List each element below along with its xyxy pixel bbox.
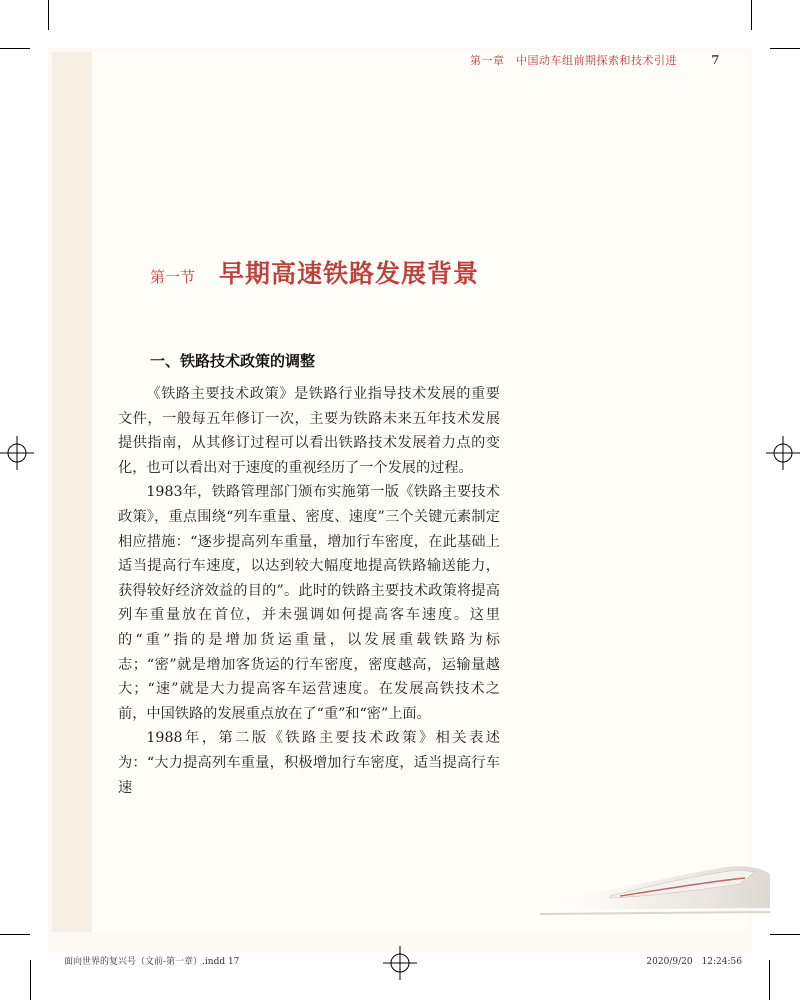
crop-mark [48,0,49,30]
train-illustration-icon [540,838,770,928]
crop-mark [770,48,800,49]
body-text [118,382,500,800]
section-title: 早期高速铁路发展背景 [219,259,480,288]
footer-slug-right: 2020/9/20 12:24:56 [646,957,742,967]
paragraph: 1983年，铁路管理部门颁布实施第一版《铁路主要技术政策》，重点围绕“列车重量、密度、速度”三个关键元素制定相应措施：“逐步提高列车重量，增加行车密度，在此基础上适当提高行车速度，以达到较大幅度地提高铁路输送能力，获得较好经济效益的目的”。此时的铁路主要技术政策将提高列车重量放在首位，并未强调如何提高客车速度。这里的“重”指的是增加货运重量，以发展重载铁路为标志；“密”就是增加客货运的行车密度，密度越高，运输量越大；“速”就是大力提高客车运营速度。在发展高铁技术之前，中国铁路的发展重点放在了“重”和“密”上面。 [118,484,500,722]
section-label: 第一节 [150,268,196,286]
registration-mark-icon [766,436,800,470]
crop-mark [30,960,31,1000]
crop-mark [751,0,752,30]
running-title: 第一章 中国动车组前期探索和技术引进 [470,54,677,67]
paragraph: 《铁路主要技术政策》是铁路行业指导技术发展的重要文件，一般每五年修订一次，主要为铁路未来五年技术发展提供指南，从其修订过程可以看出铁路技术发展着力点的变化，也可以看出对于速度的重视经历了一个发展的过程。 [118,386,500,476]
page-number: 7 [711,53,720,67]
running-header [470,50,720,70]
crop-mark [0,934,30,935]
registration-mark-icon [0,436,34,470]
subheading: 一、铁路技术政策的调整 [150,352,316,370]
paragraph: 1988年，第二版《铁路主要技术政策》相关表述为：“大力提高列车重量，积极增加行车密度，适当提高行车速 [118,730,500,796]
crop-mark [770,934,800,935]
crop-mark [769,960,770,1000]
left-margin-band [52,52,92,932]
registration-mark-icon [383,946,417,980]
crop-mark [0,48,30,49]
section-heading [150,254,570,290]
footer-slug-left: 面向世界的复兴号（文前-第一章）.indd 17 [64,957,240,967]
